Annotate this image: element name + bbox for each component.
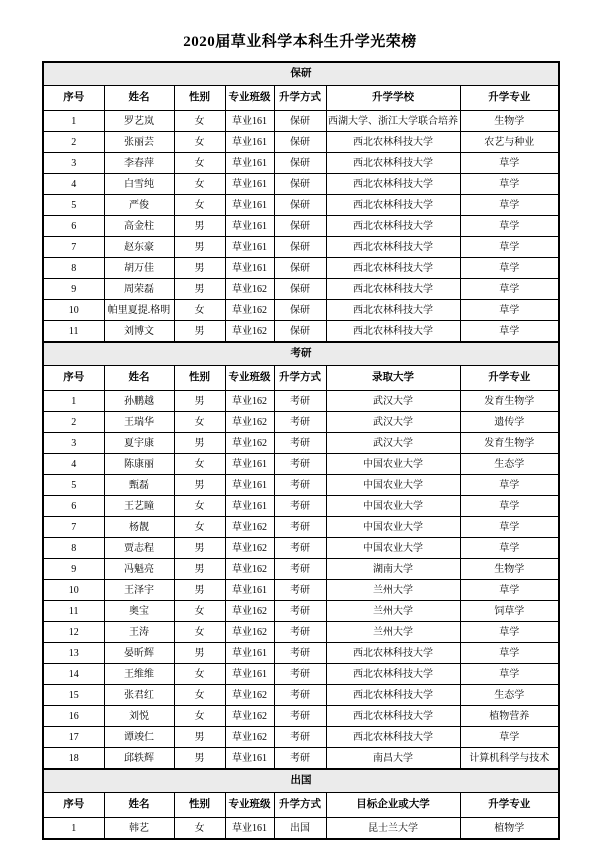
table-cell: 胡万佳	[104, 258, 174, 279]
table-cell: 考研	[274, 664, 326, 685]
table-cell: 草业162	[225, 433, 274, 454]
table-cell: 考研	[274, 475, 326, 496]
table-cell: 白雪纯	[104, 174, 174, 195]
table-cell: 17	[43, 727, 104, 748]
table-row	[43, 643, 559, 664]
table-cell: 6	[43, 216, 104, 237]
table-cell: 考研	[274, 622, 326, 643]
table-row	[43, 475, 559, 496]
table-cell: 保研	[274, 216, 326, 237]
table-cell: 饲草学	[460, 601, 559, 622]
table-cell: 草业161	[225, 195, 274, 216]
table-cell: 女	[174, 153, 225, 174]
column-header: 升学方式	[274, 86, 326, 111]
table-cell: 西北农林科技大学	[326, 258, 460, 279]
table-row	[43, 300, 559, 321]
table-cell: 发育生物学	[460, 433, 559, 454]
table-cell: 赵东豪	[104, 237, 174, 258]
table-cell: 考研	[274, 601, 326, 622]
table-row	[43, 496, 559, 517]
column-header: 序号	[43, 366, 104, 391]
table-cell: 男	[174, 279, 225, 300]
table-cell: 男	[174, 538, 225, 559]
table-cell: 女	[174, 195, 225, 216]
table-cell: 刘悦	[104, 706, 174, 727]
column-header: 目标企业或大学	[326, 793, 460, 818]
table-cell: 女	[174, 517, 225, 538]
table-cell: 16	[43, 706, 104, 727]
table-cell: 草业161	[225, 475, 274, 496]
table-cell: 帕里夏提.格明	[104, 300, 174, 321]
table-cell: 西湖大学、浙江大学联合培养	[326, 111, 460, 132]
table-cell: 生物学	[460, 559, 559, 580]
table-cell: 草业162	[225, 559, 274, 580]
column-header: 专业班级	[225, 793, 274, 818]
table-cell: 保研	[274, 279, 326, 300]
table-cell: 邱轶辉	[104, 748, 174, 770]
table-cell: 草业161	[225, 748, 274, 770]
table-cell: 女	[174, 685, 225, 706]
table-row	[43, 174, 559, 195]
table-cell: 草学	[460, 622, 559, 643]
table-cell: 西北农林科技大学	[326, 279, 460, 300]
table-cell: 男	[174, 391, 225, 412]
table-cell: 女	[174, 601, 225, 622]
table-row	[43, 685, 559, 706]
table-cell: 男	[174, 643, 225, 664]
table-cell: 10	[43, 580, 104, 601]
table-cell: 王瑞华	[104, 412, 174, 433]
table-row	[43, 517, 559, 538]
table-cell: 孙鹏越	[104, 391, 174, 412]
table-cell: 中国农业大学	[326, 454, 460, 475]
table-cell: 12	[43, 622, 104, 643]
table-cell: 10	[43, 300, 104, 321]
table-cell: 草业161	[225, 132, 274, 153]
table-cell: 兰州大学	[326, 580, 460, 601]
table-cell: 考研	[274, 538, 326, 559]
table-cell: 遗传学	[460, 412, 559, 433]
table-cell: 武汉大学	[326, 433, 460, 454]
table-cell: 草学	[460, 496, 559, 517]
table-cell: 草业161	[225, 258, 274, 279]
table-cell: 草业162	[225, 622, 274, 643]
table-cell: 保研	[274, 321, 326, 343]
column-header: 专业班级	[225, 86, 274, 111]
table-cell: 武汉大学	[326, 391, 460, 412]
section-row	[43, 342, 559, 366]
table-cell: 西北农林科技大学	[326, 643, 460, 664]
table-cell: 陈康丽	[104, 454, 174, 475]
table-cell: 草业161	[225, 153, 274, 174]
table-cell: 植物学	[460, 818, 559, 840]
table-cell: 女	[174, 412, 225, 433]
table-cell: 1	[43, 111, 104, 132]
table-cell: 西北农林科技大学	[326, 300, 460, 321]
honor-roll-table-body	[43, 62, 559, 839]
table-cell: 草业162	[225, 321, 274, 343]
table-cell: 草学	[460, 279, 559, 300]
table-cell: 草学	[460, 195, 559, 216]
table-cell: 张丽芸	[104, 132, 174, 153]
table-cell: 保研	[274, 153, 326, 174]
table-cell: 3	[43, 433, 104, 454]
table-cell: 草业162	[225, 391, 274, 412]
table-cell: 男	[174, 727, 225, 748]
table-cell: 草业161	[225, 111, 274, 132]
table-cell: 男	[174, 580, 225, 601]
table-cell: 女	[174, 664, 225, 685]
table-cell: 王泽宇	[104, 580, 174, 601]
table-row	[43, 818, 559, 840]
column-header: 升学方式	[274, 793, 326, 818]
table-cell: 草学	[460, 321, 559, 343]
section-title: 考研	[43, 342, 559, 366]
table-row	[43, 153, 559, 174]
table-cell: 男	[174, 216, 225, 237]
table-cell: 14	[43, 664, 104, 685]
table-cell: 湖南大学	[326, 559, 460, 580]
table-cell: 1	[43, 818, 104, 840]
table-cell: 草业161	[225, 174, 274, 195]
table-cell: 张君红	[104, 685, 174, 706]
table-cell: 男	[174, 258, 225, 279]
table-cell: 女	[174, 111, 225, 132]
table-cell: 8	[43, 538, 104, 559]
table-cell: 草学	[460, 664, 559, 685]
table-row	[43, 454, 559, 475]
table-row	[43, 237, 559, 258]
table-cell: 保研	[274, 195, 326, 216]
section-row	[43, 769, 559, 793]
table-cell: 女	[174, 454, 225, 475]
table-cell: 女	[174, 174, 225, 195]
table-cell: 2	[43, 132, 104, 153]
column-header: 升学专业	[460, 86, 559, 111]
table-cell: 考研	[274, 706, 326, 727]
section-title: 保研	[43, 62, 559, 86]
table-row	[43, 748, 559, 770]
table-cell: 中国农业大学	[326, 517, 460, 538]
table-cell: 2	[43, 412, 104, 433]
table-cell: 西北农林科技大学	[326, 664, 460, 685]
table-cell: 李春萍	[104, 153, 174, 174]
table-cell: 18	[43, 748, 104, 770]
table-cell: 草学	[460, 174, 559, 195]
column-header: 专业班级	[225, 366, 274, 391]
table-cell: 西北农林科技大学	[326, 195, 460, 216]
table-cell: 西北农林科技大学	[326, 216, 460, 237]
table-cell: 考研	[274, 727, 326, 748]
table-cell: 9	[43, 559, 104, 580]
table-cell: 男	[174, 321, 225, 343]
table-cell: 晏昕辉	[104, 643, 174, 664]
table-cell: 中国农业大学	[326, 496, 460, 517]
table-cell: 7	[43, 517, 104, 538]
table-cell: 草学	[460, 216, 559, 237]
table-cell: 女	[174, 622, 225, 643]
table-cell: 发育生物学	[460, 391, 559, 412]
table-cell: 农艺与种业	[460, 132, 559, 153]
table-row	[43, 132, 559, 153]
table-cell: 男	[174, 237, 225, 258]
table-cell: 草学	[460, 538, 559, 559]
table-cell: 西北农林科技大学	[326, 706, 460, 727]
table-cell: 严俊	[104, 195, 174, 216]
table-cell: 草学	[460, 153, 559, 174]
table-cell: 草学	[460, 517, 559, 538]
table-cell: 考研	[274, 559, 326, 580]
table-row	[43, 727, 559, 748]
table-cell: 生态学	[460, 685, 559, 706]
table-cell: 奥宝	[104, 601, 174, 622]
table-cell: 夏宇康	[104, 433, 174, 454]
table-row	[43, 391, 559, 412]
table-cell: 草学	[460, 475, 559, 496]
section-title: 出国	[43, 769, 559, 793]
column-header: 升学专业	[460, 366, 559, 391]
table-cell: 草业162	[225, 706, 274, 727]
table-cell: 8	[43, 258, 104, 279]
table-cell: 考研	[274, 433, 326, 454]
table-cell: 草业162	[225, 685, 274, 706]
table-cell: 兰州大学	[326, 601, 460, 622]
table-cell: 武汉大学	[326, 412, 460, 433]
table-row	[43, 111, 559, 132]
table-cell: 王涛	[104, 622, 174, 643]
table-row	[43, 412, 559, 433]
table-row	[43, 559, 559, 580]
table-cell: 考研	[274, 496, 326, 517]
table-cell: 草业161	[225, 664, 274, 685]
table-cell: 5	[43, 195, 104, 216]
table-cell: 谭竣仁	[104, 727, 174, 748]
honor-roll-table	[42, 61, 560, 840]
table-row	[43, 580, 559, 601]
table-cell: 草业161	[225, 496, 274, 517]
table-cell: 11	[43, 601, 104, 622]
column-header: 升学学校	[326, 86, 460, 111]
table-cell: 草业162	[225, 412, 274, 433]
table-cell: 男	[174, 475, 225, 496]
table-cell: 草业161	[225, 580, 274, 601]
column-header: 序号	[43, 86, 104, 111]
table-cell: 5	[43, 475, 104, 496]
table-cell: 草业161	[225, 643, 274, 664]
table-cell: 女	[174, 706, 225, 727]
table-cell: 植物营养	[460, 706, 559, 727]
table-cell: 周荣磊	[104, 279, 174, 300]
table-cell: 女	[174, 132, 225, 153]
table-cell: 兰州大学	[326, 622, 460, 643]
table-cell: 草业162	[225, 279, 274, 300]
table-cell: 男	[174, 433, 225, 454]
table-cell: 草学	[460, 727, 559, 748]
table-cell: 考研	[274, 580, 326, 601]
table-cell: 草学	[460, 258, 559, 279]
table-cell: 1	[43, 391, 104, 412]
table-cell: 西北农林科技大学	[326, 132, 460, 153]
table-cell: 草业161	[225, 216, 274, 237]
table-cell: 韩艺	[104, 818, 174, 840]
table-cell: 考研	[274, 454, 326, 475]
table-cell: 草业162	[225, 727, 274, 748]
column-header: 升学专业	[460, 793, 559, 818]
table-row	[43, 538, 559, 559]
table-cell: 冯魁亮	[104, 559, 174, 580]
table-cell: 王维维	[104, 664, 174, 685]
table-cell: 贾志程	[104, 538, 174, 559]
table-row	[43, 216, 559, 237]
table-cell: 刘博文	[104, 321, 174, 343]
table-cell: 保研	[274, 174, 326, 195]
table-cell: 女	[174, 818, 225, 840]
table-cell: 生态学	[460, 454, 559, 475]
table-cell: 西北农林科技大学	[326, 174, 460, 195]
table-cell: 9	[43, 279, 104, 300]
table-cell: 考研	[274, 391, 326, 412]
table-cell: 昆士兰大学	[326, 818, 460, 840]
table-cell: 杨靓	[104, 517, 174, 538]
table-cell: 草业162	[225, 538, 274, 559]
column-header: 性别	[174, 793, 225, 818]
table-row	[43, 622, 559, 643]
table-cell: 考研	[274, 412, 326, 433]
table-cell: 保研	[274, 111, 326, 132]
table-cell: 女	[174, 496, 225, 517]
table-cell: 3	[43, 153, 104, 174]
table-cell: 西北农林科技大学	[326, 727, 460, 748]
column-header: 姓名	[104, 793, 174, 818]
table-row	[43, 664, 559, 685]
table-cell: 保研	[274, 132, 326, 153]
table-cell: 考研	[274, 748, 326, 770]
table-cell: 7	[43, 237, 104, 258]
table-cell: 男	[174, 559, 225, 580]
column-header: 升学方式	[274, 366, 326, 391]
table-row	[43, 279, 559, 300]
table-cell: 王艺瞳	[104, 496, 174, 517]
table-row	[43, 706, 559, 727]
table-row	[43, 601, 559, 622]
table-cell: 草学	[460, 580, 559, 601]
table-cell: 6	[43, 496, 104, 517]
table-row	[43, 195, 559, 216]
table-cell: 11	[43, 321, 104, 343]
table-cell: 保研	[274, 237, 326, 258]
table-cell: 草学	[460, 300, 559, 321]
column-header: 性别	[174, 366, 225, 391]
table-cell: 保研	[274, 258, 326, 279]
table-cell: 中国农业大学	[326, 475, 460, 496]
table-cell: 男	[174, 748, 225, 770]
table-cell: 草学	[460, 643, 559, 664]
column-header-row	[43, 793, 559, 818]
table-cell: 13	[43, 643, 104, 664]
column-header: 姓名	[104, 366, 174, 391]
table-cell: 草业162	[225, 300, 274, 321]
table-cell: 草业161	[225, 454, 274, 475]
table-cell: 罗艺岚	[104, 111, 174, 132]
table-cell: 考研	[274, 643, 326, 664]
table-cell: 考研	[274, 685, 326, 706]
column-header: 姓名	[104, 86, 174, 111]
table-cell: 南昌大学	[326, 748, 460, 770]
table-cell: 西北农林科技大学	[326, 237, 460, 258]
table-cell: 4	[43, 454, 104, 475]
table-row	[43, 321, 559, 343]
table-cell: 考研	[274, 517, 326, 538]
table-cell: 西北农林科技大学	[326, 153, 460, 174]
table-cell: 计算机科学与技术	[460, 748, 559, 770]
table-cell: 草业162	[225, 601, 274, 622]
table-cell: 15	[43, 685, 104, 706]
table-cell: 高金柱	[104, 216, 174, 237]
table-cell: 西北农林科技大学	[326, 685, 460, 706]
table-cell: 草业161	[225, 818, 274, 840]
table-cell: 出国	[274, 818, 326, 840]
column-header-row	[43, 86, 559, 111]
table-cell: 生物学	[460, 111, 559, 132]
table-row	[43, 433, 559, 454]
section-row	[43, 62, 559, 86]
table-cell: 西北农林科技大学	[326, 321, 460, 343]
page-title: 2020届草业科学本科生升学光荣榜	[183, 34, 417, 50]
column-header: 序号	[43, 793, 104, 818]
table-cell: 草学	[460, 237, 559, 258]
table-cell: 女	[174, 300, 225, 321]
table-cell: 4	[43, 174, 104, 195]
table-cell: 甄磊	[104, 475, 174, 496]
column-header: 录取大学	[326, 366, 460, 391]
column-header-row	[43, 366, 559, 391]
table-cell: 草业162	[225, 517, 274, 538]
table-cell: 中国农业大学	[326, 538, 460, 559]
table-cell: 草业161	[225, 237, 274, 258]
table-row	[43, 258, 559, 279]
column-header: 性别	[174, 86, 225, 111]
table-cell: 保研	[274, 300, 326, 321]
